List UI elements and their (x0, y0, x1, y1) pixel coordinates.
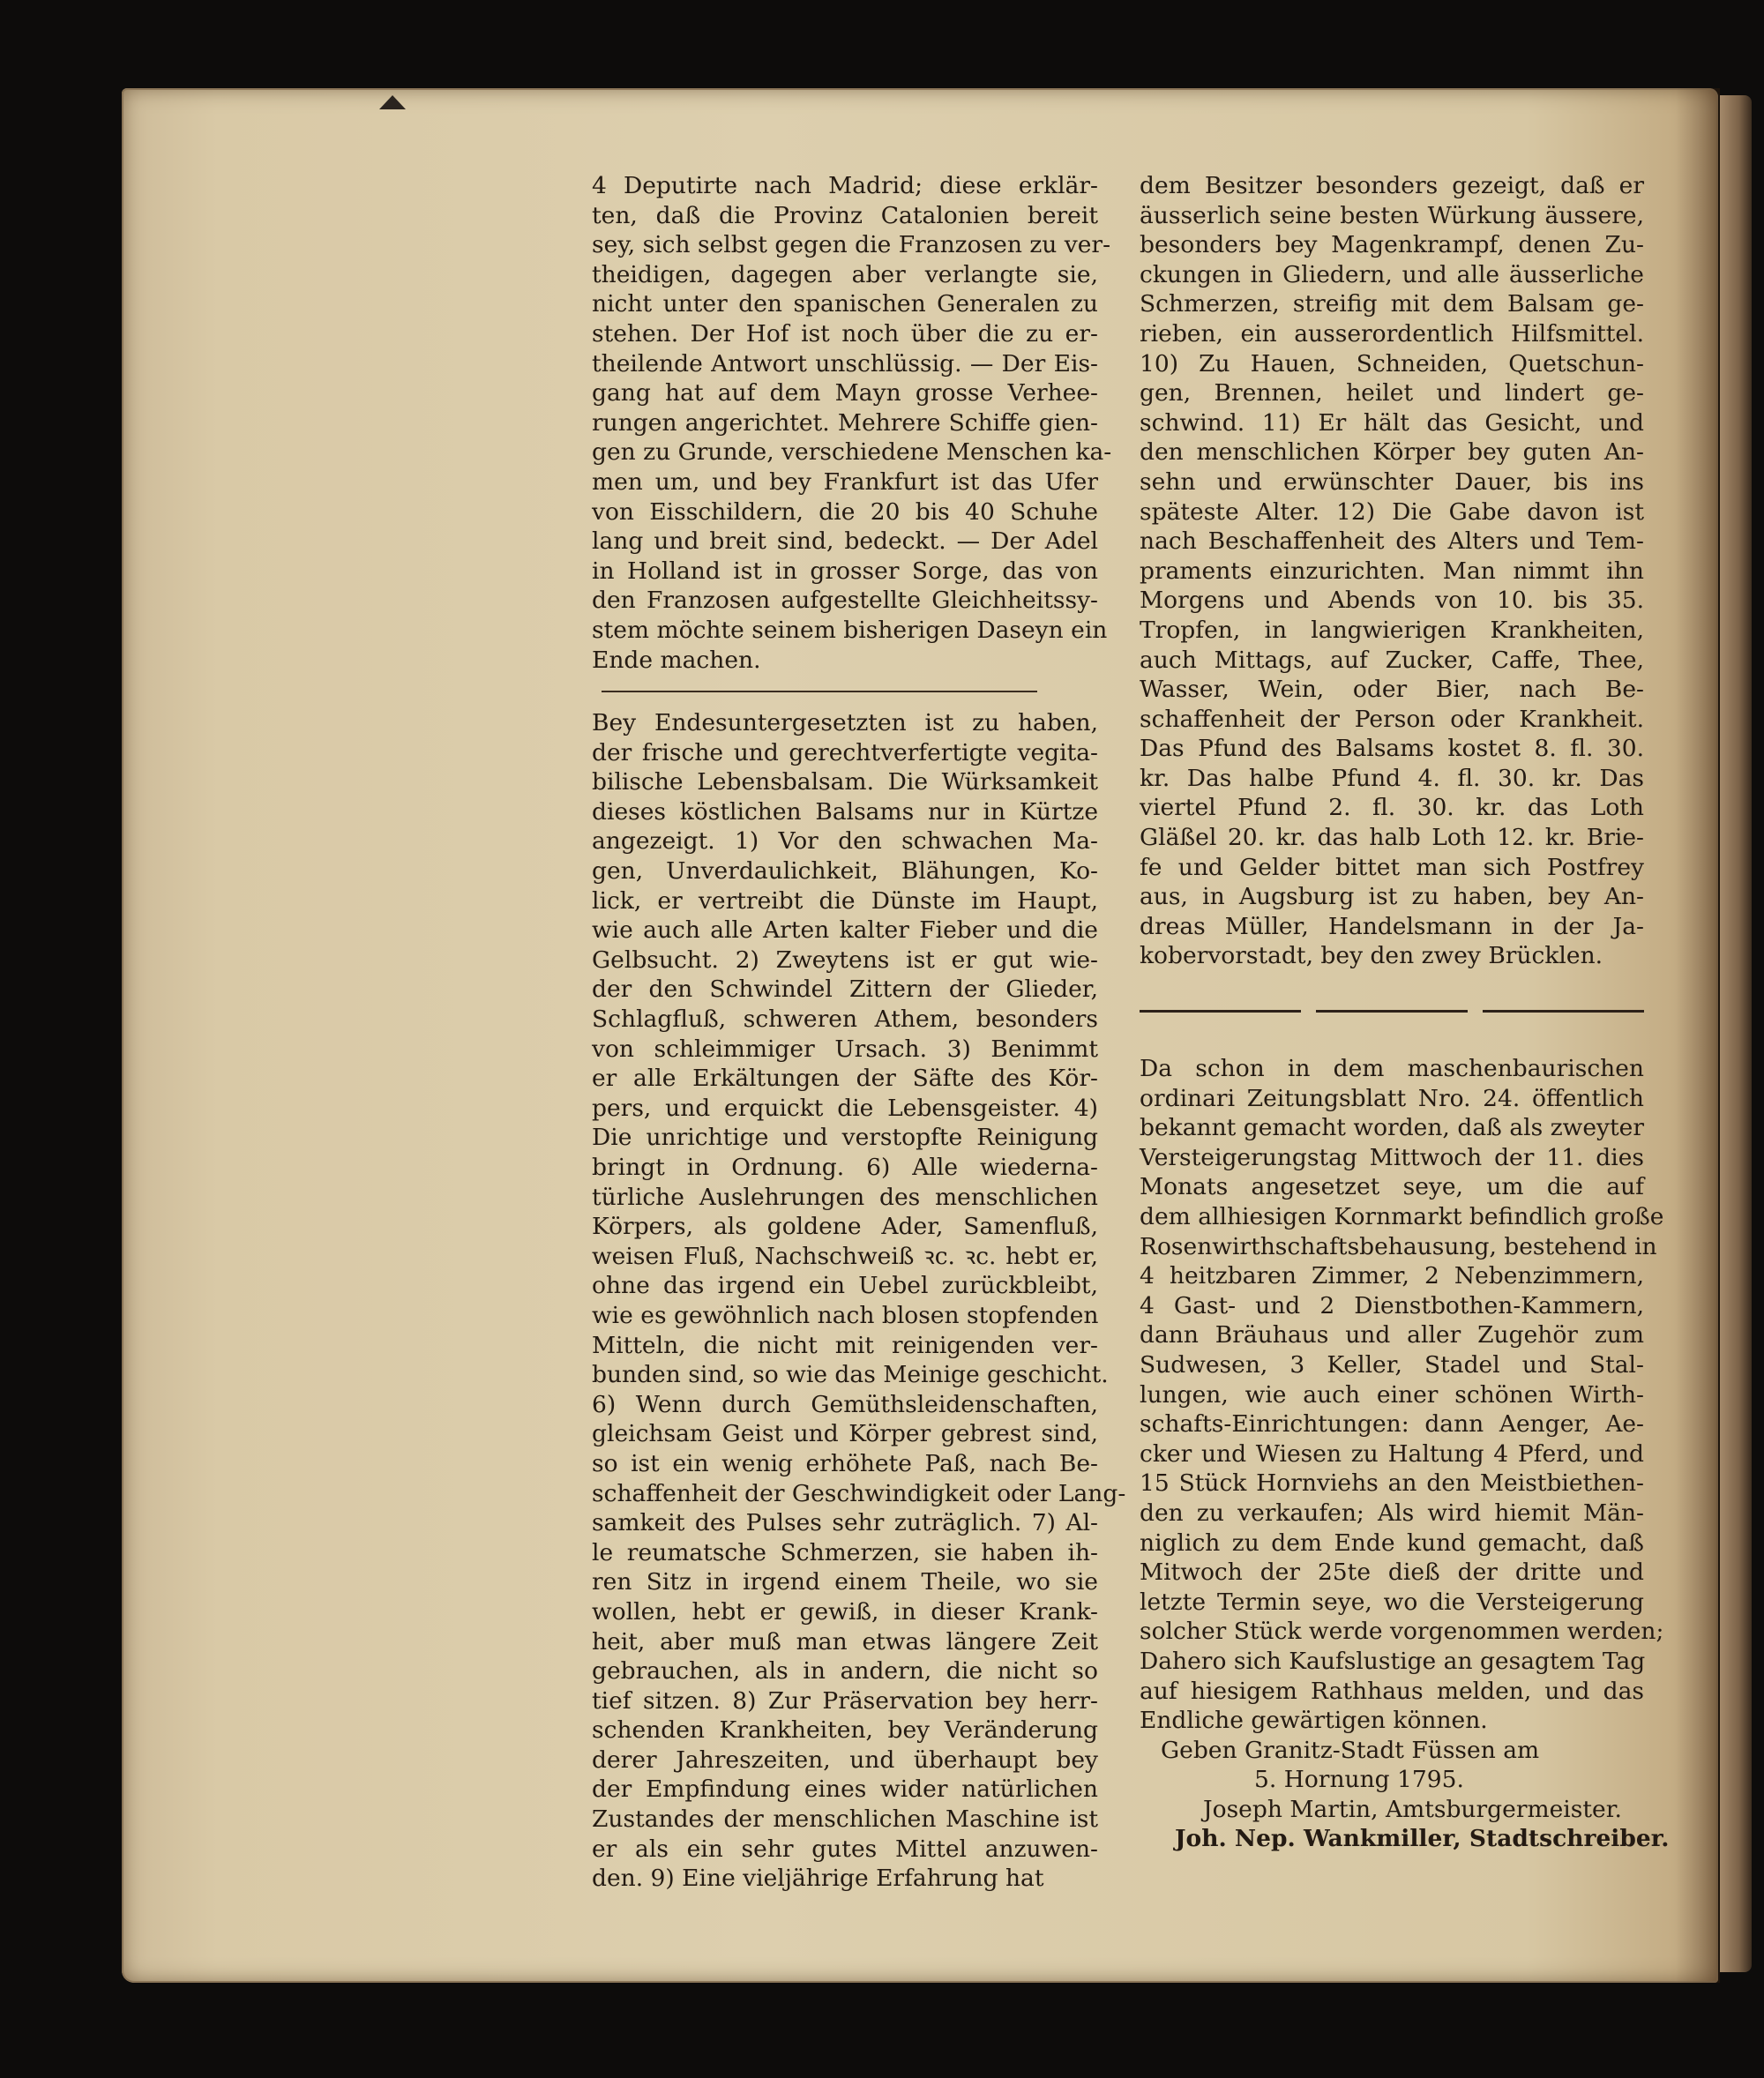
text-line: aus, in Augsburg ist zu haben, bey An- (1140, 883, 1644, 911)
text-line: Da schon in dem maschenbaurischen (1140, 1055, 1644, 1083)
balsam-advertisement-continued (1140, 171, 1644, 971)
text-line: gebrauchen, als in andern, die nicht so (592, 1657, 1098, 1686)
text-line: gen, Unverdaulichkeit, Blähungen, Ko- (592, 857, 1098, 886)
text-line: wie auch alle Arten kalter Fieber und die (592, 916, 1098, 945)
text-line: Körpers, als goldene Ader, Samenfluß, (592, 1213, 1098, 1241)
signature-mayor: Joseph Martin, Amtsburgermeister. (1203, 1795, 1622, 1823)
text-line: angezeigt. 1) Vor den schwachen Ma- (592, 827, 1098, 856)
text-line: der frische und gerechtverfertigte vegita- (592, 738, 1098, 766)
text-line: Zustandes der menschlichen Maschine ist (592, 1805, 1098, 1834)
text-line: lick, er vertreibt die Dünste im Haupt, (592, 886, 1098, 915)
text-line: er alle Erkältungen der Säfte des Kör- (592, 1065, 1098, 1093)
text-line: solcher Stück werde vorgenommen werden; (1140, 1618, 1664, 1646)
text-line: er als ein sehr gutes Mittel anzuwen- (592, 1835, 1098, 1863)
text-line: lang und breit sind, bedeckt. — Der Adel (592, 527, 1098, 556)
text-line: türliche Auslehrungen des menschlichen (592, 1183, 1098, 1211)
text-line: bilische Lebensbalsam. Die Würksamkeit (592, 768, 1098, 796)
text-line: ten, daß die Provinz Catalonien bereit (592, 201, 1098, 229)
text-line: Tropfen, in langwierigen Krankheiten, (1140, 616, 1644, 644)
text-line: heit, aber muß man etwas längere Zeit (592, 1627, 1098, 1656)
text-line: theidigen, dagegen aber verlangte sie, (592, 260, 1098, 288)
text-line: sey, sich selbst gegen die Franzosen zu ver- (592, 231, 1111, 259)
text-line: bringt in Ordnung. 6) Alle wiederna- (592, 1154, 1098, 1181)
text-line: ordinari Zeitungsblatt Nro. 24. öffentlich (1140, 1084, 1644, 1112)
text-line: Ende machen. (592, 646, 761, 674)
place-line: Geben Granitz-Stadt Füssen am (1161, 1736, 1540, 1764)
text-line: kobervorstadt, bey den zwey Brücklen. (1140, 942, 1603, 970)
signature-clerk: Joh. Nep. Wankmiller, Stadtschreiber. (1175, 1825, 1670, 1853)
text-line: von Eisschildern, die 20 bis 40 Schuhe (592, 497, 1098, 526)
text-line: nach Beschaffenheit des Alters und Tem- (1140, 527, 1644, 556)
text-line: dem allhiesigen Kornmarkt befindlich große (1140, 1203, 1664, 1230)
text-line: schafts-Einrichtungen: dann Aenger, Ae- (1140, 1410, 1644, 1439)
text-line: Gelbsucht. 2) Zweytens ist er gut wie- (592, 946, 1098, 974)
notice-signature-block (1140, 1736, 1670, 1854)
text-line: fe und Gelder bittet man sich Postfrey (1140, 853, 1644, 881)
news-paragraph (592, 171, 1112, 675)
text-line: 4 Gast- und 2 Dienstbothen-Kammern, (1140, 1291, 1644, 1319)
text-line: lungen, wie auch einer schönen Wirth- (1140, 1380, 1644, 1409)
text-line: dann Bräuhaus und aller Zugehör zum (1140, 1321, 1644, 1349)
text-line: in Holland ist in grosser Sorge, das von (592, 557, 1098, 585)
text-line: praments einzurichten. Man nimmt ihn (1140, 557, 1644, 585)
balsam-advertisement (592, 708, 1126, 1894)
text-line: der Empfindung eines wider natürlichen (592, 1775, 1098, 1804)
text-line: bunden sind, so wie das Meinige geschicht. (592, 1361, 1109, 1389)
text-line: Bey Endesuntergesetzten ist zu haben, (592, 709, 1098, 737)
text-line: Dahero sich Kaufslustige an gesagtem Tag (1140, 1647, 1646, 1675)
text-line: rungen angerichtet. Mehrere Schiffe gien- (592, 408, 1098, 437)
section-divider (602, 691, 1037, 692)
text-line: gleichsam Geist und Körper gebrest sind, (592, 1420, 1098, 1448)
text-line: besonders bey Magenkrampf, denen Zu- (1140, 231, 1644, 259)
text-line: von schleimmiger Ursach. 3) Benimmt (592, 1035, 1098, 1063)
text-line: Das Pfund des Balsams kostet 8. fl. 30. (1140, 735, 1644, 763)
text-line: sehn und erwünschter Dauer, bis ins (1140, 467, 1644, 496)
text-line: samkeit des Pulses sehr zuträglich. 7) Al- (592, 1509, 1098, 1537)
text-line: stehen. Der Hof ist noch über die zu er- (592, 319, 1098, 348)
text-line: 4 heitzbaren Zimmer, 2 Nebenzimmern, (1140, 1262, 1644, 1290)
text-line: ohne das irgend ein Uebel zurückbleibt, (592, 1272, 1098, 1300)
text-line: so ist ein wenig erhöhete Paß, nach Be- (592, 1449, 1098, 1477)
text-line: bekannt gemacht worden, daß als zweyter (1140, 1114, 1644, 1142)
text-line: rieben, ein ausserordentlich Hilfsmittel. (1140, 319, 1644, 348)
text-line: ren Sitz in irgend einem Theile, wo sie (592, 1568, 1098, 1596)
text-line: derer Jahreszeiten, und überhaupt bey (592, 1745, 1098, 1774)
text-line: letzte Termin seye, wo die Versteigerung (1140, 1588, 1644, 1616)
text-line: Monats angesetzet seye, um die auf (1140, 1173, 1644, 1201)
text-line: Gläßel 20. kr. das halb Loth 12. kr. Brie- (1140, 824, 1644, 852)
text-line: viertel Pfund 2. fl. 30. kr. das Loth (1140, 794, 1644, 822)
text-line: den. 9) Eine vieljährige Erfahrung hat (592, 1865, 1044, 1893)
text-line: den menschlichen Körper bey guten An- (1140, 438, 1644, 467)
right-column (1140, 171, 1670, 1854)
text-line: Mitteln, die nicht mit reinigenden ver- (592, 1331, 1098, 1359)
text-line: le reumatsche Schmerzen, sie haben ih- (592, 1538, 1098, 1566)
text-line: den zu verkaufen; Als wird hiemit Män- (1140, 1499, 1644, 1527)
text-line: 10) Zu Hauen, Schneiden, Quetschun- (1140, 349, 1644, 377)
left-column (592, 171, 1126, 1894)
text-line: men um, und bey Frankfurt ist das Ufer (592, 467, 1098, 496)
text-line: schwind. 11) Er hält das Gesicht, und (1140, 408, 1644, 437)
text-line: 15 Stück Hornviehs an den Meistbiethen- (1140, 1469, 1644, 1498)
text-line: kr. Das halbe Pfund 4. fl. 30. kr. Das (1140, 764, 1644, 792)
text-line: Morgens und Abends von 10. bis 35. (1140, 587, 1644, 615)
text-line: weisen Fluß, Nachschweiß ꝛc. ꝛc. hebt er, (592, 1242, 1098, 1270)
text-line: nicht unter den spanischen Generalen zu (592, 290, 1098, 318)
text-line: theilende Antwort unschlüssig. — Der Eis- (592, 349, 1098, 377)
text-line: Rosenwirthschaftsbehausung, bestehend in (1140, 1232, 1657, 1260)
text-line: gang hat auf dem Mayn grosse Verhee- (592, 379, 1098, 407)
text-line: dem Besitzer besonders gezeigt, daß er (1140, 172, 1644, 199)
text-line: Die unrichtige und verstopfte Reinigung (592, 1124, 1098, 1152)
text-line: tief sitzen. 8) Zur Präservation bey herr- (592, 1686, 1098, 1715)
text-line: wollen, hebt er gewiß, in dieser Krank- (592, 1597, 1098, 1626)
text-line: cker und Wiesen zu Haltung 4 Pferd, und (1140, 1439, 1644, 1468)
text-line: ckungen in Gliedern, und alle äusserliche (1140, 260, 1644, 288)
text-line: dieses köstlichen Balsams nur in Kürtze (592, 797, 1098, 826)
text-line: 4 Deputirte nach Madrid; diese erklär- (592, 172, 1098, 199)
date-line: 5. Hornung 1795. (1254, 1766, 1464, 1794)
text-line: äusserlich seine besten Würkung äussere, (1140, 201, 1644, 229)
text-line: der den Schwindel Zittern der Glieder, (592, 975, 1098, 1004)
text-line: stem möchte seinem bisherigen Daseyn ein (592, 616, 1108, 644)
spine-shadow (1676, 88, 1720, 1983)
double-dash-rule (1140, 1010, 1644, 1013)
text-line: späteste Alter. 12) Die Gabe davon ist (1140, 497, 1644, 526)
auction-notice (1140, 1054, 1664, 1736)
text-line: Wasser, Wein, oder Bier, nach Be- (1140, 676, 1644, 704)
text-line: den Franzosen aufgestellte Gleichheitssy- (592, 587, 1098, 615)
text-line: pers, und erquickt die Lebensgeister. 4) (592, 1094, 1098, 1122)
text-line: auch Mittags, auf Zucker, Caffe, Thee, (1140, 646, 1644, 674)
text-line: Schlagfluß, schweren Athem, besonders (592, 1005, 1098, 1034)
adjacent-page-edge (1720, 95, 1752, 1972)
text-line: schenden Krankheiten, bey Veränderung (592, 1716, 1098, 1745)
text-line: Mitwoch der 25te dieß der dritte und (1140, 1558, 1644, 1587)
text-line: Endliche gewärtigen können. (1140, 1707, 1488, 1735)
text-line: niglich zu dem Ende kund gemacht, daß (1140, 1529, 1644, 1557)
text-line: gen zu Grunde, verschiedene Menschen ka- (592, 438, 1112, 467)
text-line: wie es gewöhnlich nach blosen stopfenden (592, 1301, 1099, 1329)
text-line: Sudwesen, 3 Keller, Stadel und Stal- (1140, 1350, 1644, 1379)
text-line: schaffenheit der Person oder Krankheit. (1140, 705, 1644, 733)
text-line: auf hiesigem Rathhaus melden, und das (1140, 1677, 1644, 1705)
text-line: schaffenheit der Geschwindigkeit oder Lang- (592, 1479, 1126, 1507)
text-line: Versteigerungstag Mittwoch der 11. dies (1140, 1143, 1644, 1171)
text-line: gen, Brennen, heilet und lindert ge- (1140, 379, 1644, 407)
text-line: Schmerzen, streifig mit dem Balsam ge- (1140, 290, 1644, 318)
text-line: dreas Müller, Handelsmann in der Ja- (1140, 912, 1644, 940)
text-line: 6) Wenn durch Gemüthsleidenschaften, (592, 1390, 1098, 1418)
